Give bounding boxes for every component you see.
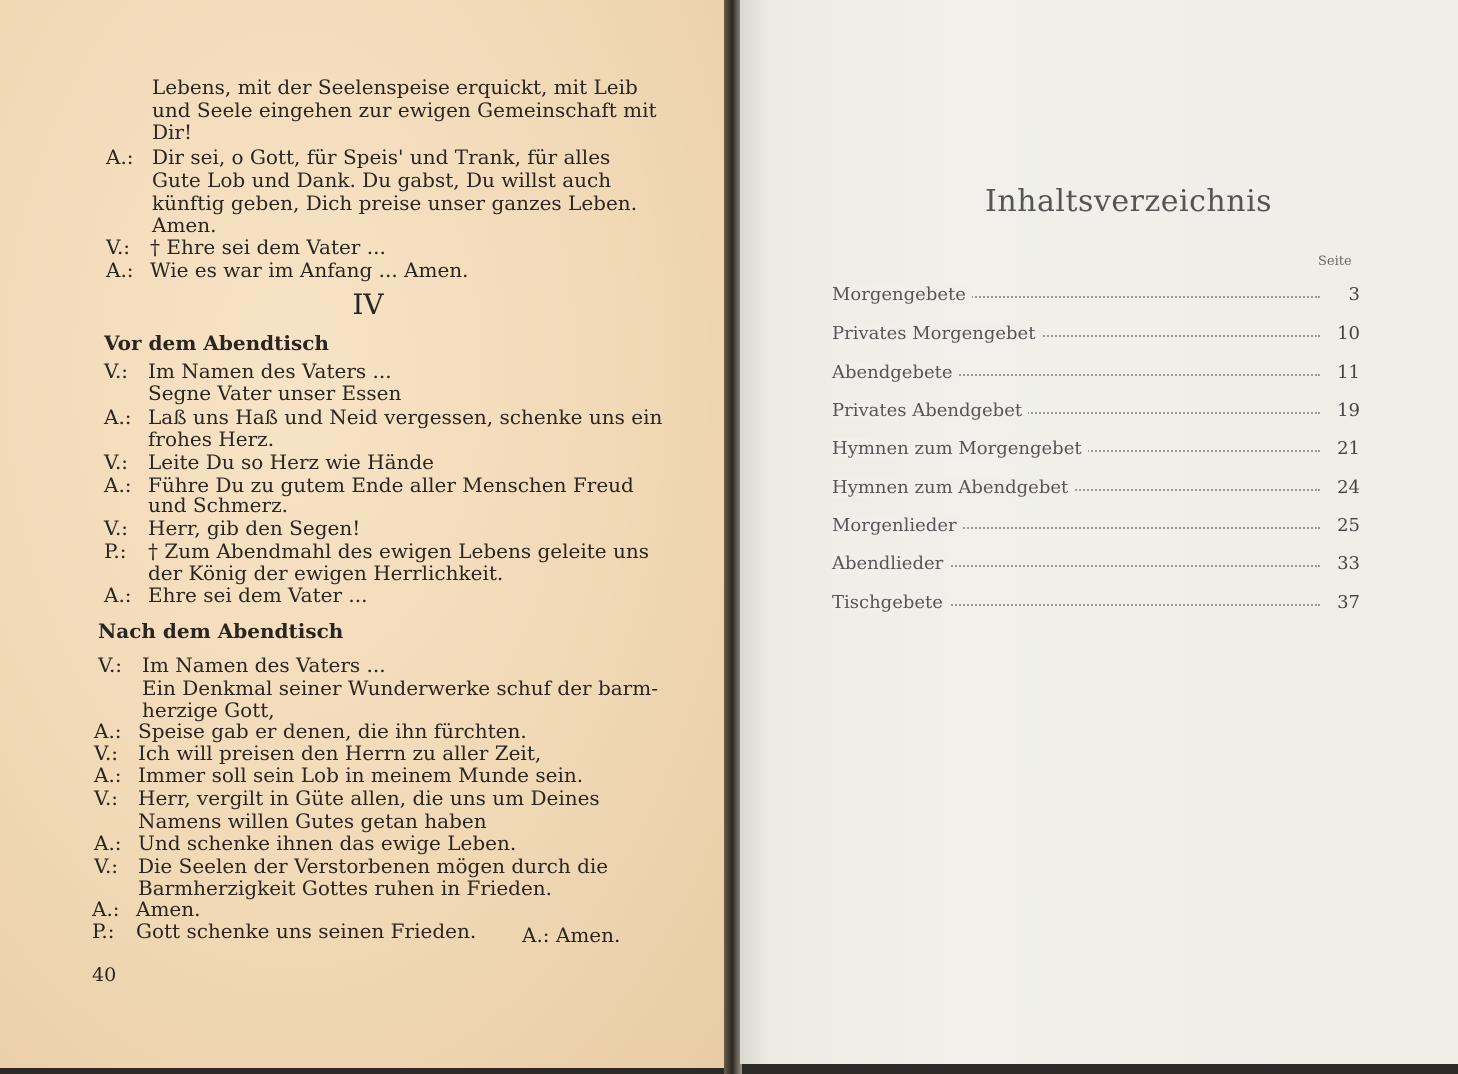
- toc-entry-label: Tischgebete: [832, 592, 949, 613]
- page-number: 40: [92, 964, 117, 986]
- speaker-label: A.:: [94, 763, 122, 787]
- speaker-label: V.:: [94, 854, 119, 878]
- speaker-label: A.:: [94, 831, 122, 855]
- liturgy-line: [104, 494, 288, 516]
- line-text: Wie es war im Anfang ... Amen.: [150, 258, 469, 282]
- liturgy-line: [98, 677, 658, 699]
- line-text: Leite Du so Herz wie Hände: [148, 450, 435, 474]
- line-text: Speise gab er denen, die ihn fürchten.: [138, 719, 527, 743]
- speaker-label: V.:: [98, 653, 123, 677]
- liturgy-line: [94, 855, 608, 877]
- toc-entry-label: Abendgebete: [832, 362, 959, 383]
- final-line: [92, 920, 476, 942]
- line-text: Herr, gib den Segen!: [148, 516, 361, 540]
- line-text: Ehre sei dem Vater ...: [148, 583, 368, 607]
- response-line: Gute Lob und Dank. Du gabst, Du willst auch: [152, 168, 612, 192]
- heading-vor-dem-abendtisch: Vor dem Abendtisch: [104, 331, 329, 355]
- toc-entry-label: Hymnen zum Abendgebet: [832, 477, 1074, 498]
- liturgy-line: [92, 898, 200, 920]
- toc-entry: [832, 553, 1360, 577]
- toc-entry: [832, 477, 1360, 501]
- speaker-label: A.:: [104, 473, 132, 497]
- heading-nach-dem-abendtisch: Nach dem Abendtisch: [98, 619, 344, 643]
- toc-title: Inhaltsverzeichnis: [985, 184, 1273, 219]
- v-ehre-line: [106, 236, 386, 258]
- liturgy-line: [104, 584, 367, 606]
- liturgy-line: [94, 832, 516, 854]
- liturgy-line: [104, 360, 392, 382]
- speaker-label: V.:: [104, 516, 129, 540]
- toc-entry-label: Abendlieder: [832, 553, 949, 574]
- speaker-label: A.:: [94, 719, 122, 743]
- toc-entry-page: 19: [1337, 400, 1360, 421]
- line-text: frohes Herz.: [148, 427, 275, 451]
- toc-entry: [832, 515, 1360, 539]
- line-text: Im Namen des Vaters ...: [148, 359, 392, 383]
- liturgy-line: [104, 451, 434, 473]
- toc-column-header: Seite: [1318, 254, 1352, 269]
- line-text: † Zum Abendmahl des ewigen Lebens geleite uns: [148, 539, 650, 563]
- liturgy-line: [94, 720, 527, 742]
- section-roman-numeral: IV: [352, 288, 384, 321]
- toc-entry-page: 33: [1337, 553, 1360, 574]
- liturgy-line: [94, 787, 600, 809]
- toc-entry-page: 11: [1337, 362, 1360, 383]
- line-text: Im Namen des Vaters ...: [142, 653, 386, 677]
- line-text: der König der ewigen Herrlichkeit.: [148, 561, 504, 585]
- line-text: Immer soll sein Lob in meinem Munde sein.: [138, 763, 584, 787]
- response-line: künftig geben, Dich preise unser ganzes Leben.: [152, 191, 638, 215]
- toc-entry-label: Hymnen zum Morgengebet: [832, 438, 1088, 459]
- toc-entry-page: 10: [1337, 323, 1360, 344]
- intro-line: Dir!: [152, 120, 193, 144]
- toc-entry: [832, 284, 1360, 308]
- line-text: Herr, vergilt in Güte allen, die uns um Deines: [138, 786, 600, 810]
- line-text: Ein Denkmal seiner Wunderwerke schuf der barm-: [142, 676, 658, 700]
- toc-entry-label: Morgenlieder: [832, 515, 963, 536]
- toc-entry-page: 24: [1337, 477, 1360, 498]
- speaker-label: P.:: [92, 919, 115, 943]
- line-text: herzige Gott,: [142, 698, 275, 722]
- liturgy-line: [104, 406, 662, 428]
- line-text: Führe Du zu gutem Ende aller Menschen Freud: [148, 473, 634, 497]
- toc-entry-page: 25: [1337, 515, 1360, 536]
- final-response: A.: Amen.: [522, 923, 621, 947]
- speaker-label: V.:: [104, 450, 129, 474]
- line-text: Amen.: [136, 897, 201, 921]
- liturgy-line: [104, 517, 360, 539]
- liturgy-line: [98, 699, 275, 721]
- toc-entry-page: 37: [1337, 592, 1360, 613]
- toc-entry-page: 21: [1337, 438, 1360, 459]
- speaker-label: A.:: [106, 258, 134, 282]
- intro-line: und Seele eingehen zur ewigen Gemeinschaft mit: [152, 98, 657, 122]
- liturgy-line: [104, 382, 401, 404]
- liturgy-line: [104, 540, 649, 562]
- speaker-label: A.:: [104, 583, 132, 607]
- response-line: Dir sei, o Gott, für Speis' und Trank, für alles: [152, 145, 611, 169]
- line-text: Und schenke ihnen das ewige Leben.: [138, 831, 517, 855]
- line-text: Die Seelen der Verstorbenen mögen durch die: [138, 854, 609, 878]
- toc-entry: [832, 362, 1360, 386]
- line-text: Segne Vater unser Essen: [148, 381, 402, 405]
- response-line: Amen.: [152, 213, 217, 237]
- toc-entry-page: 3: [1348, 284, 1360, 305]
- speaker-label: V.:: [94, 741, 119, 765]
- speaker-label: V.:: [106, 235, 131, 259]
- a-wie-line: [106, 259, 469, 281]
- line-text: † Ehre sei dem Vater ...: [150, 235, 386, 259]
- liturgy-line: [94, 764, 583, 786]
- toc-entry-label: Privates Morgengebet: [832, 323, 1041, 344]
- toc-entry: [832, 592, 1360, 616]
- speaker-label: P.:: [104, 539, 127, 563]
- liturgy-line: [94, 810, 487, 832]
- line-text: und Schmerz.: [148, 493, 288, 517]
- liturgy-line: [104, 562, 503, 584]
- line-text: Ich will preisen den Herrn zu aller Zeit,: [138, 741, 542, 765]
- toc-entry-label: Morgengebete: [832, 284, 972, 305]
- speaker-label: V.:: [104, 359, 129, 383]
- speaker-label: V.:: [94, 786, 119, 810]
- line-text: Gott schenke uns seinen Frieden.: [136, 919, 477, 943]
- liturgy-line: [94, 742, 541, 764]
- line-text: Namens willen Gutes getan haben: [138, 809, 487, 833]
- line-text: Laß uns Haß und Neid vergessen, schenke uns ein: [148, 405, 663, 429]
- liturgy-line: [98, 654, 386, 676]
- line-text: Barmherzigkeit Gottes ruhen in Frieden.: [138, 876, 553, 900]
- toc-entry-label: Privates Abendgebet: [832, 400, 1028, 421]
- response-label: A.:: [106, 145, 134, 169]
- speaker-label: A.:: [92, 897, 120, 921]
- toc-entry: [832, 438, 1360, 462]
- intro-line: Lebens, mit der Seelenspeise erquickt, mit Leib: [152, 75, 638, 99]
- toc-entry: [832, 323, 1360, 347]
- toc-entry: [832, 400, 1360, 424]
- speaker-label: A.:: [104, 405, 132, 429]
- liturgy-line: [104, 428, 274, 450]
- liturgy-line: [94, 877, 552, 899]
